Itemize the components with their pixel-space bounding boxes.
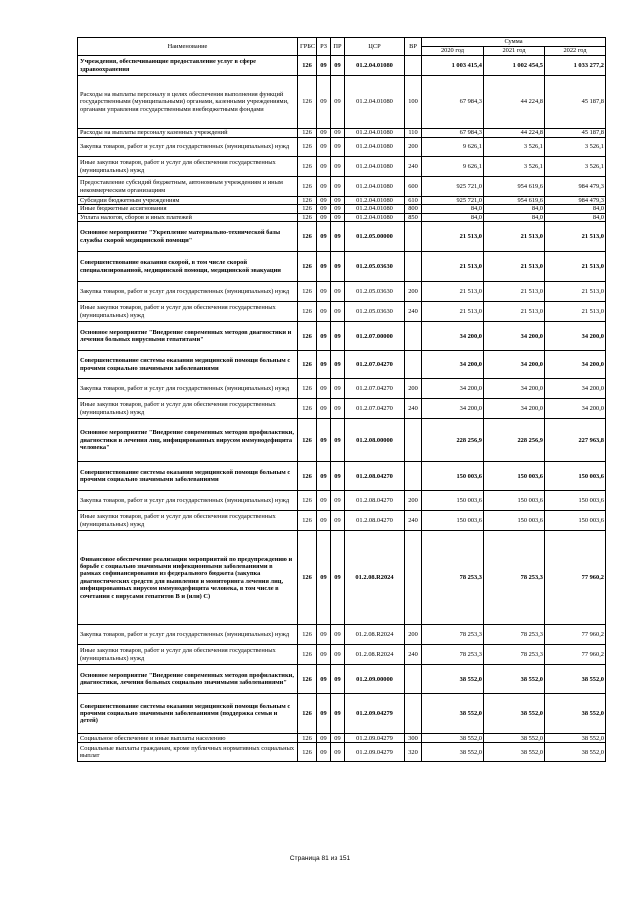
row-csr: 01.2.04.01080: [345, 129, 405, 138]
row-name: Расходы на выплаты персоналу казенных учреждений: [78, 129, 298, 138]
table-row: [78, 76, 606, 129]
row-sum-2021: 150 003,6: [484, 462, 545, 491]
row-sum-2021: 1 002 454,5: [484, 56, 545, 76]
row-grbs: 126: [298, 205, 317, 213]
row-vr: 100: [405, 76, 422, 129]
row-sum-2022: 3 526,1: [545, 157, 606, 177]
row-vr: 240: [405, 511, 422, 531]
table-row: [78, 379, 606, 399]
row-sum-2022: 3 526,1: [545, 138, 606, 157]
table-row: [78, 491, 606, 511]
row-rz: 09: [317, 399, 331, 419]
row-rz: 09: [317, 76, 331, 129]
table-row: [78, 322, 606, 351]
row-grbs: 126: [298, 56, 317, 76]
budget-table-container: [77, 37, 606, 762]
row-rz: 09: [317, 138, 331, 157]
row-rz: 09: [317, 462, 331, 491]
row-pr: 09: [331, 138, 345, 157]
row-sum-2022: 38 552,0: [545, 734, 606, 743]
row-sum-2022: 77 960,2: [545, 625, 606, 645]
row-vr: 200: [405, 625, 422, 645]
row-sum-2021: 84,0: [484, 213, 545, 221]
row-csr: 01.2.07.00000: [345, 322, 405, 351]
row-pr: 09: [331, 625, 345, 645]
row-csr: 01.2.04.01080: [345, 205, 405, 213]
table-row: [78, 743, 606, 762]
row-rz: 09: [317, 282, 331, 302]
row-sum-2020: 150 003,6: [422, 511, 484, 531]
row-name: Совершенствование системы оказания медицинской помощи больным с прочими социально значимыми заболеваниями: [78, 351, 298, 379]
row-csr: 01.2.04.01080: [345, 213, 405, 221]
row-grbs: 126: [298, 76, 317, 129]
row-sum-2021: 38 552,0: [484, 694, 545, 734]
row-grbs: 126: [298, 491, 317, 511]
row-pr: 09: [331, 743, 345, 762]
row-name: Финансовое обеспечение реализации мероприятий по предупреждению и борьбе с социально значимыми инфекционными заболеваниями в рамках софинансирования из федерального бюджета (закупка диагностических средств для выявления и мониторинга лечения лиц, инфицированных вирусом иммунодефицита человека, в том числе в сочетании с вирусами гепатитов В и (или) С): [78, 531, 298, 625]
row-sum-2020: 9 626,1: [422, 138, 484, 157]
row-sum-2022: 77 960,2: [545, 531, 606, 625]
row-csr: 01.2.08.04270: [345, 462, 405, 491]
row-pr: 09: [331, 76, 345, 129]
header-name: Наименование: [78, 38, 298, 56]
row-pr: 09: [331, 252, 345, 282]
table-row: [78, 213, 606, 221]
row-csr: 01.2.07.04270: [345, 379, 405, 399]
row-sum-2021: 84,0: [484, 205, 545, 213]
row-sum-2022: 84,0: [545, 205, 606, 213]
row-sum-2021: 954 619,6: [484, 197, 545, 205]
row-sum-2022: 34 200,0: [545, 379, 606, 399]
row-rz: 09: [317, 645, 331, 665]
row-rz: 09: [317, 302, 331, 322]
row-grbs: 126: [298, 282, 317, 302]
row-sum-2021: 78 253,3: [484, 531, 545, 625]
row-sum-2021: 3 526,1: [484, 157, 545, 177]
table-row: [78, 645, 606, 665]
row-sum-2021: 78 253,3: [484, 645, 545, 665]
row-vr: [405, 322, 422, 351]
header-year-2022: 2022 год: [545, 47, 606, 56]
row-sum-2021: 38 552,0: [484, 734, 545, 743]
row-sum-2021: 150 003,6: [484, 511, 545, 531]
row-name: Совершенствование оказания скорой, в том числе скорой специализированной, медицинской помощи, медицинской эвакуации: [78, 252, 298, 282]
row-rz: 09: [317, 197, 331, 205]
table-row: [78, 197, 606, 205]
row-rz: 09: [317, 694, 331, 734]
row-name: Основное мероприятие "Внедрение современных методов профилактики, диагностики и лечения лиц, инфицированных вирусом иммунодефицита человека": [78, 419, 298, 462]
row-csr: 01.2.05.03630: [345, 302, 405, 322]
row-sum-2021: 44 224,8: [484, 76, 545, 129]
row-rz: 09: [317, 322, 331, 351]
row-grbs: 126: [298, 322, 317, 351]
row-sum-2022: 38 552,0: [545, 665, 606, 694]
row-vr: 240: [405, 399, 422, 419]
row-name: Основное мероприятие "Внедрение современных методов диагностики и лечения больных вирусными гепатитами": [78, 322, 298, 351]
row-sum-2022: 45 187,8: [545, 76, 606, 129]
row-sum-2020: 34 200,0: [422, 399, 484, 419]
row-grbs: 126: [298, 129, 317, 138]
table-row: [78, 419, 606, 462]
row-vr: 850: [405, 213, 422, 221]
row-pr: 09: [331, 282, 345, 302]
table-row: [78, 138, 606, 157]
row-sum-2022: 1 033 277,2: [545, 56, 606, 76]
row-vr: 110: [405, 129, 422, 138]
row-pr: 09: [331, 531, 345, 625]
row-sum-2022: 34 200,0: [545, 351, 606, 379]
row-csr: 01.2.07.04270: [345, 351, 405, 379]
row-sum-2022: 21 513,0: [545, 222, 606, 252]
row-sum-2022: 150 003,6: [545, 491, 606, 511]
row-sum-2022: 984 479,3: [545, 197, 606, 205]
row-grbs: 126: [298, 419, 317, 462]
row-sum-2022: 21 513,0: [545, 282, 606, 302]
header-csr: ЦСР: [345, 38, 405, 56]
row-name: Основное мероприятие "Внедрение современных методов профилактики, диагностики, лечения больных социально значимыми заболеваниями": [78, 665, 298, 694]
table-row: [78, 734, 606, 743]
row-csr: 01.2.05.03630: [345, 282, 405, 302]
row-sum-2021: 78 253,3: [484, 625, 545, 645]
row-csr: 01.2.09.00000: [345, 665, 405, 694]
row-csr: 01.2.04.01080: [345, 56, 405, 76]
row-grbs: 126: [298, 625, 317, 645]
row-vr: 610: [405, 197, 422, 205]
row-rz: 09: [317, 177, 331, 197]
row-sum-2022: 84,0: [545, 213, 606, 221]
header-pr: ПР: [331, 38, 345, 56]
row-vr: [405, 694, 422, 734]
row-vr: [405, 351, 422, 379]
row-sum-2020: 78 253,3: [422, 625, 484, 645]
table-body: [78, 56, 606, 762]
row-rz: 09: [317, 213, 331, 221]
row-rz: 09: [317, 252, 331, 282]
table-row: [78, 252, 606, 282]
table-row: [78, 625, 606, 645]
row-csr: 01.2.05.03630: [345, 252, 405, 282]
row-sum-2021: 34 200,0: [484, 322, 545, 351]
row-grbs: 126: [298, 665, 317, 694]
header-year-2020: 2020 год: [422, 47, 484, 56]
row-sum-2020: 67 984,3: [422, 76, 484, 129]
row-name: Закупка товаров, работ и услуг для государственных (муниципальных) нужд: [78, 625, 298, 645]
row-vr: [405, 419, 422, 462]
row-name: Иные бюджетные ассигнования: [78, 205, 298, 213]
row-grbs: 126: [298, 138, 317, 157]
row-rz: 09: [317, 222, 331, 252]
table-row: [78, 462, 606, 491]
row-vr: [405, 252, 422, 282]
row-csr: 01.2.04.01080: [345, 197, 405, 205]
row-csr: 01.2.04.01080: [345, 76, 405, 129]
row-vr: 240: [405, 645, 422, 665]
row-rz: 09: [317, 157, 331, 177]
row-vr: [405, 665, 422, 694]
table-row: [78, 56, 606, 76]
row-csr: 01.2.09.04279: [345, 743, 405, 762]
row-sum-2022: 77 960,2: [545, 645, 606, 665]
row-rz: 09: [317, 351, 331, 379]
row-sum-2022: 34 200,0: [545, 322, 606, 351]
row-rz: 09: [317, 379, 331, 399]
table-row: [78, 511, 606, 531]
row-sum-2020: 21 513,0: [422, 302, 484, 322]
table-row: [78, 157, 606, 177]
row-sum-2021: 21 513,0: [484, 252, 545, 282]
row-csr: 01.2.08.R2024: [345, 531, 405, 625]
row-name: Совершенствование системы оказания медицинской помощи больным с прочими социально значимыми заболеваниями (поддержка семьи и детей): [78, 694, 298, 734]
row-sum-2020: 21 513,0: [422, 282, 484, 302]
row-sum-2021: 21 513,0: [484, 302, 545, 322]
row-sum-2021: 34 200,0: [484, 399, 545, 419]
row-sum-2020: 925 721,0: [422, 197, 484, 205]
row-sum-2020: 150 003,6: [422, 462, 484, 491]
row-grbs: 126: [298, 302, 317, 322]
row-pr: 09: [331, 511, 345, 531]
table-row: [78, 302, 606, 322]
table-row: [78, 665, 606, 694]
row-vr: 300: [405, 734, 422, 743]
row-sum-2021: 21 513,0: [484, 222, 545, 252]
row-grbs: 126: [298, 734, 317, 743]
row-rz: 09: [317, 419, 331, 462]
row-name: Совершенствование системы оказания медицинской помощи больным с прочими социально значимыми заболеваниями: [78, 462, 298, 491]
row-pr: 09: [331, 222, 345, 252]
header-vr: ВР: [405, 38, 422, 56]
row-name: Социальные выплаты гражданам, кроме публичных нормативных социальных выплат: [78, 743, 298, 762]
row-sum-2021: 150 003,6: [484, 491, 545, 511]
row-sum-2020: 67 984,3: [422, 129, 484, 138]
row-sum-2021: 3 526,1: [484, 138, 545, 157]
row-sum-2022: 21 513,0: [545, 302, 606, 322]
row-grbs: 126: [298, 743, 317, 762]
page-number: Страница 81 из 151: [289, 855, 351, 862]
row-csr: 01.2.08.R2024: [345, 645, 405, 665]
row-sum-2022: 45 187,8: [545, 129, 606, 138]
row-sum-2022: 150 003,6: [545, 511, 606, 531]
row-rz: 09: [317, 734, 331, 743]
header-rz: РЗ: [317, 38, 331, 56]
row-pr: 09: [331, 302, 345, 322]
row-pr: 09: [331, 197, 345, 205]
row-rz: 09: [317, 665, 331, 694]
row-vr: 600: [405, 177, 422, 197]
row-csr: 01.2.04.01080: [345, 177, 405, 197]
row-vr: 200: [405, 379, 422, 399]
row-sum-2022: 227 963,8: [545, 419, 606, 462]
row-name: Иные закупки товаров, работ и услуг для обеспечения государственных (муниципальных) нужд: [78, 157, 298, 177]
row-name: Иные закупки товаров, работ и услуг для обеспечения государственных (муниципальных) нужд: [78, 399, 298, 419]
budget-table: [77, 37, 606, 762]
row-sum-2022: 150 003,6: [545, 462, 606, 491]
row-sum-2020: 9 626,1: [422, 157, 484, 177]
row-grbs: 126: [298, 213, 317, 221]
table-row: [78, 282, 606, 302]
row-pr: 09: [331, 351, 345, 379]
row-sum-2021: 38 552,0: [484, 665, 545, 694]
row-sum-2020: 78 253,3: [422, 531, 484, 625]
row-grbs: 126: [298, 399, 317, 419]
row-pr: 09: [331, 129, 345, 138]
row-sum-2020: 38 552,0: [422, 734, 484, 743]
row-name: Закупка товаров, работ и услуг для государственных (муниципальных) нужд: [78, 491, 298, 511]
row-pr: 09: [331, 177, 345, 197]
row-grbs: 126: [298, 645, 317, 665]
row-vr: 800: [405, 205, 422, 213]
row-sum-2020: 228 256,9: [422, 419, 484, 462]
row-sum-2020: 84,0: [422, 213, 484, 221]
row-sum-2020: 21 513,0: [422, 222, 484, 252]
table-row: [78, 694, 606, 734]
row-vr: 200: [405, 138, 422, 157]
row-rz: 09: [317, 743, 331, 762]
row-sum-2021: 34 200,0: [484, 379, 545, 399]
row-pr: 09: [331, 157, 345, 177]
row-grbs: 126: [298, 197, 317, 205]
header-year-2021: 2021 год: [484, 47, 545, 56]
row-sum-2020: 38 552,0: [422, 743, 484, 762]
row-vr: [405, 222, 422, 252]
row-csr: 01.2.09.04279: [345, 734, 405, 743]
row-name: Закупка товаров, работ и услуг для государственных (муниципальных) нужд: [78, 138, 298, 157]
row-grbs: 126: [298, 351, 317, 379]
row-sum-2022: 38 552,0: [545, 694, 606, 734]
row-sum-2020: 78 253,3: [422, 645, 484, 665]
row-pr: 09: [331, 213, 345, 221]
row-sum-2021: 44 224,8: [484, 129, 545, 138]
row-sum-2022: 38 552,0: [545, 743, 606, 762]
row-sum-2021: 228 256,9: [484, 419, 545, 462]
row-csr: 01.2.08.R2024: [345, 625, 405, 645]
row-pr: 09: [331, 419, 345, 462]
row-name: Социальное обеспечение и иные выплаты населению: [78, 734, 298, 743]
table-row: [78, 531, 606, 625]
row-vr: 200: [405, 282, 422, 302]
row-rz: 09: [317, 205, 331, 213]
row-grbs: 126: [298, 177, 317, 197]
row-sum-2021: 21 513,0: [484, 282, 545, 302]
row-sum-2020: 84,0: [422, 205, 484, 213]
row-name: Уплата налогов, сборов и иных платежей: [78, 213, 298, 221]
row-sum-2020: 38 552,0: [422, 694, 484, 734]
table-row: [78, 205, 606, 213]
row-rz: 09: [317, 56, 331, 76]
row-grbs: 126: [298, 531, 317, 625]
row-grbs: 126: [298, 157, 317, 177]
table-row: [78, 351, 606, 379]
row-sum-2021: 954 619,6: [484, 177, 545, 197]
row-pr: 09: [331, 399, 345, 419]
row-name: Предоставление субсидий бюджетным, автономным учреждениям и иным некоммерческим организациям: [78, 177, 298, 197]
row-name: Иные закупки товаров, работ и услуг для обеспечения государственных (муниципальных) нужд: [78, 302, 298, 322]
row-csr: 01.2.08.04270: [345, 491, 405, 511]
row-pr: 09: [331, 205, 345, 213]
row-pr: 09: [331, 379, 345, 399]
row-vr: [405, 462, 422, 491]
row-name: Субсидии бюджетным учреждениям: [78, 197, 298, 205]
row-sum-2020: 1 003 415,4: [422, 56, 484, 76]
row-grbs: 126: [298, 252, 317, 282]
row-rz: 09: [317, 491, 331, 511]
row-csr: 01.2.08.04270: [345, 511, 405, 531]
row-rz: 09: [317, 129, 331, 138]
table-row: [78, 222, 606, 252]
row-sum-2020: 34 200,0: [422, 351, 484, 379]
row-sum-2022: 984 479,3: [545, 177, 606, 197]
row-grbs: 126: [298, 379, 317, 399]
row-grbs: 126: [298, 694, 317, 734]
row-grbs: 126: [298, 511, 317, 531]
row-sum-2021: 38 552,0: [484, 743, 545, 762]
row-csr: 01.2.04.01080: [345, 157, 405, 177]
row-name: Расходы на выплаты персоналу в целях обеспечения выполнения функций государственными (муниципальными) органами, казенными учреждениями, органами управления государственными внебюджетными фондами: [78, 76, 298, 129]
row-name: Закупка товаров, работ и услуг для государственных (муниципальных) нужд: [78, 379, 298, 399]
row-sum-2022: 34 200,0: [545, 399, 606, 419]
table-row: [78, 177, 606, 197]
row-csr: 01.2.05.00000: [345, 222, 405, 252]
row-pr: 09: [331, 734, 345, 743]
row-vr: 240: [405, 302, 422, 322]
row-vr: 240: [405, 157, 422, 177]
row-sum-2021: 34 200,0: [484, 351, 545, 379]
row-csr: 01.2.04.01080: [345, 138, 405, 157]
row-pr: 09: [331, 322, 345, 351]
row-vr: [405, 56, 422, 76]
row-grbs: 126: [298, 462, 317, 491]
row-grbs: 126: [298, 222, 317, 252]
row-sum-2020: 150 003,6: [422, 491, 484, 511]
row-vr: 320: [405, 743, 422, 762]
table-row: [78, 129, 606, 138]
row-name: Основное мероприятие "Укрепление материально-технической базы службы скорой медицинской помощи": [78, 222, 298, 252]
row-pr: 09: [331, 645, 345, 665]
row-sum-2020: 21 513,0: [422, 252, 484, 282]
row-pr: 09: [331, 462, 345, 491]
header-grbs: ГРБС: [298, 38, 317, 56]
row-sum-2020: 38 552,0: [422, 665, 484, 694]
row-name: Учреждения, обеспечивающие предоставление услуг в сфере здравоохранения: [78, 56, 298, 76]
row-pr: 09: [331, 491, 345, 511]
row-sum-2020: 925 721,0: [422, 177, 484, 197]
row-pr: 09: [331, 56, 345, 76]
row-vr: 200: [405, 491, 422, 511]
row-csr: 01.2.09.04279: [345, 694, 405, 734]
row-pr: 09: [331, 665, 345, 694]
row-pr: 09: [331, 694, 345, 734]
row-sum-2020: 34 200,0: [422, 379, 484, 399]
row-vr: [405, 531, 422, 625]
row-rz: 09: [317, 625, 331, 645]
row-rz: 09: [317, 511, 331, 531]
row-name: Иные закупки товаров, работ и услуг для обеспечения государственных (муниципальных) нужд: [78, 645, 298, 665]
row-name: Иные закупки товаров, работ и услуг для обеспечения государственных (муниципальных) нужд: [78, 511, 298, 531]
header-sum: Сумма: [422, 38, 606, 47]
row-csr: 01.2.08.00000: [345, 419, 405, 462]
row-sum-2022: 21 513,0: [545, 252, 606, 282]
row-rz: 09: [317, 531, 331, 625]
row-csr: 01.2.07.04270: [345, 399, 405, 419]
row-name: Закупка товаров, работ и услуг для государственных (муниципальных) нужд: [78, 282, 298, 302]
table-row: [78, 399, 606, 419]
row-sum-2020: 34 200,0: [422, 322, 484, 351]
